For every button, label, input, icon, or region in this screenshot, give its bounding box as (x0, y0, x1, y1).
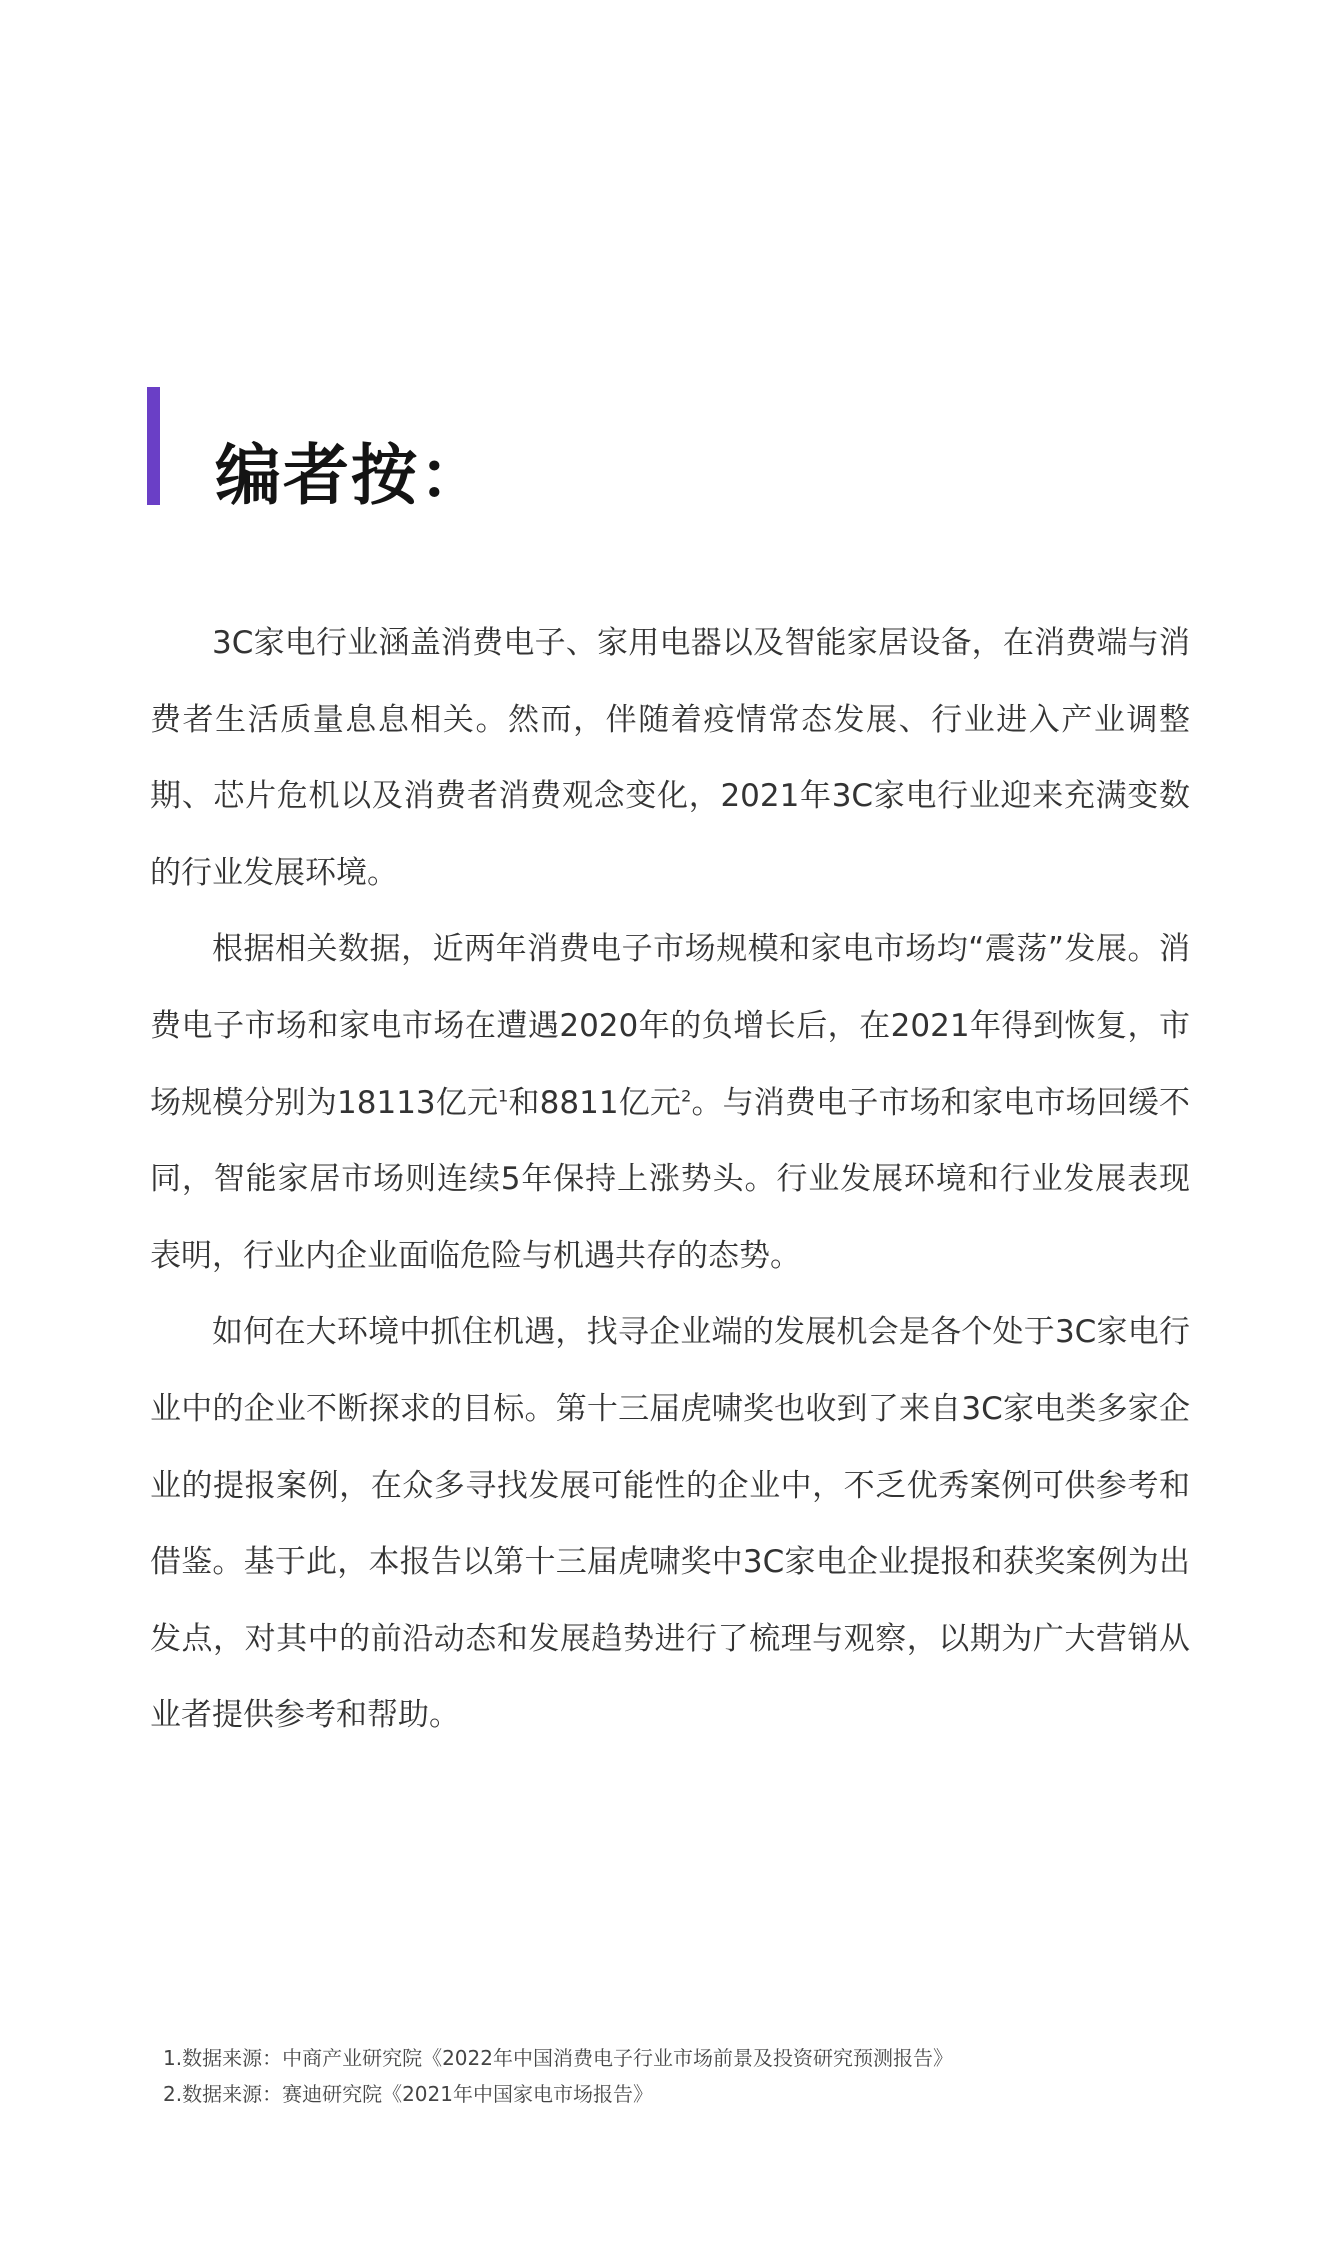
footnote-1: 1.数据来源：中商产业研究院《2022年中国消费电子行业市场前景及投资研究预测报告》 (163, 2046, 953, 2070)
paragraph-market-data (150, 911, 1190, 1294)
footnote-ref-2: 2 (681, 1086, 692, 1106)
page-title: 编者按： (215, 436, 487, 514)
footnotes (163, 2040, 953, 2112)
title-accent-bar (147, 387, 160, 505)
paragraph-report-purpose (150, 1294, 1190, 1754)
paragraph-text: 和8811亿元 (508, 1084, 682, 1121)
paragraph-text: 。与消费电子市场和家电市场回缓不同，智能家居市场则连续5年保持上涨势头。行业发展环境和行业发展表现表明，行业内企业面临危险与机遇共存的态势。 (150, 1084, 1190, 1274)
paragraph-text: 3C家电行业涵盖消费电子、家用电器以及智能家居设备，在消费端与消费者生活质量息息相关。然而，伴随着疫情常态发展、行业进入产业调整期、芯片危机以及消费者消费观念变化，2021年3C家电行业迎来充满变数的行业发展环境。 (150, 625, 1190, 891)
paragraph-text: 根据相关数据，近两年消费电子市场规模和家电市场均“震荡”发展。消费电子市场和家电市场在遭遇2020年的负增长后，在2021年得到恢复，市场规模分别为18113亿元 (150, 931, 1190, 1121)
paragraph-intro (150, 605, 1190, 911)
paragraph-text: 如何在大环境中抓住机遇，找寻企业端的发展机会是各个处于3C家电行业中的企业不断探求的目标。第十三届虎啸奖也收到了来自3C家电类多家企业的提报案例，在众多寻找发展可能性的企业中，不乏优秀案例可供参考和借鉴。基于此，本报告以第十三届虎啸奖中3C家电企业提报和获奖案例为出发点，对其中的前沿动态和发展趋势进行了梳理与观察，以期为广大营销从业者提供参考和帮助。 (150, 1314, 1190, 1734)
footnote-ref-1: 1 (498, 1086, 509, 1106)
footnote-2: 2.数据来源：赛迪研究院《2021年中国家电市场报告》 (163, 2082, 653, 2106)
editor-note-body (150, 605, 1190, 1754)
